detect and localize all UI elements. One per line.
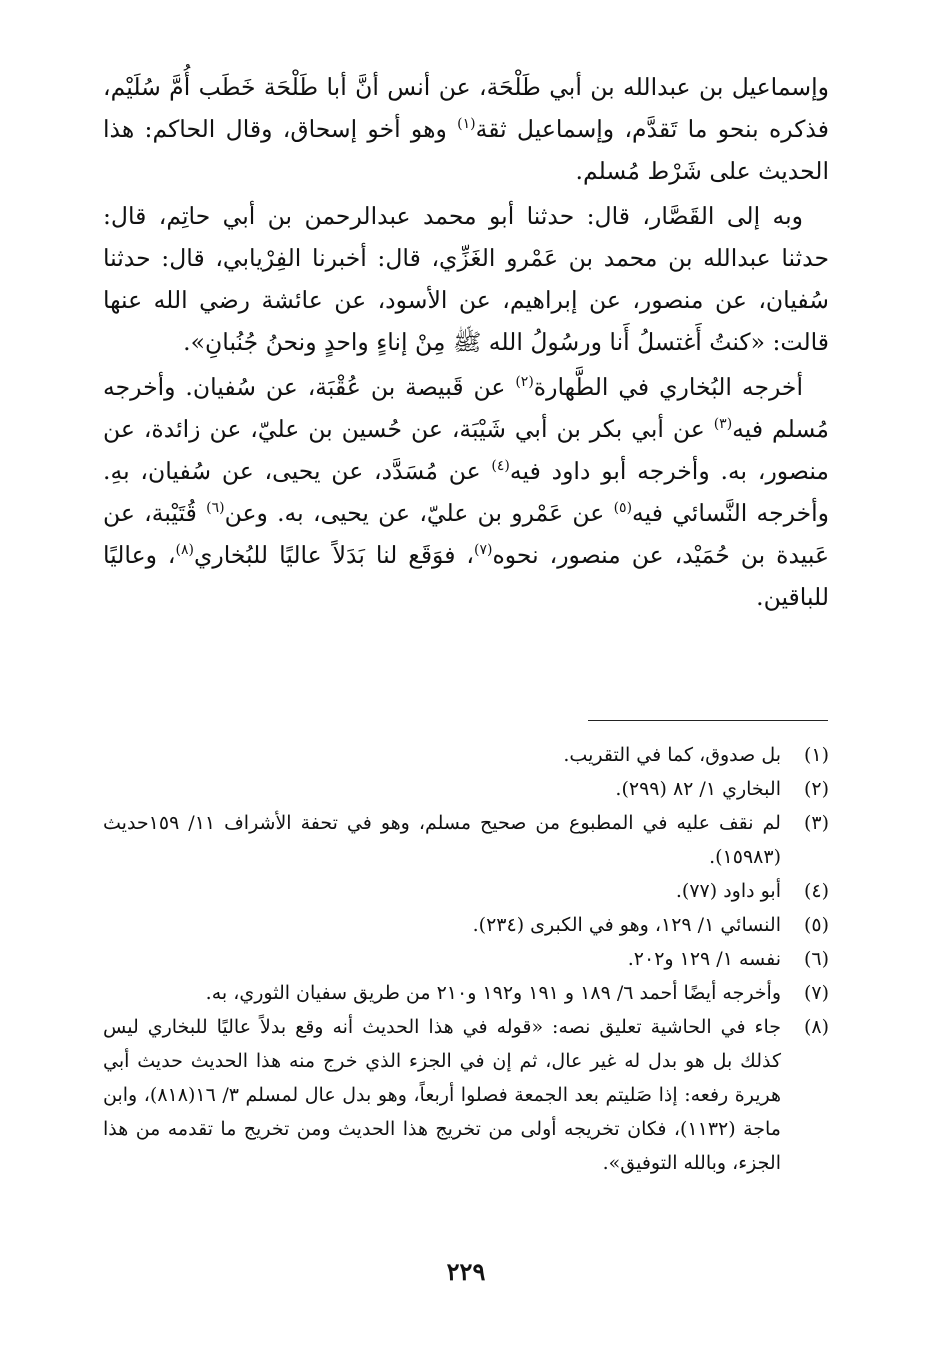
footnote-number: (٨) — [803, 1016, 829, 1038]
main-text — [103, 66, 829, 618]
paragraph-3-part-h: ، وعاليًا للباقين. — [103, 541, 829, 611]
footnote-ref-1: (١) — [457, 116, 476, 133]
footnote-ref-3: (٣) — [713, 416, 733, 433]
footnote-number: (١) — [803, 744, 829, 766]
footnote — [103, 738, 829, 772]
paragraph-3-part-b: عن قَبيصة بن عُقْبَة، عن سُفيان. وأخرجه مُسلم فيه — [103, 373, 829, 443]
footnote — [103, 772, 829, 806]
footnote-text: نفسه ١/ ١٢٩ و٢٠٢. — [627, 948, 781, 970]
footnote-number: (٥) — [803, 914, 829, 936]
footnote-text: وأخرجه أيضًا أحمد ٦/ ١٨٩ و ١٩١ و١٩٢ و٢١٠ من طريق سفيان الثوري، به. — [205, 982, 781, 1004]
paragraph-2: وبه إلى القَصَّار، قال: حدثنا أبو محمد عبدالرحمن بن أبي حاتِم، قال: حدثنا عبدالله بن محمد بن عَمْرو الغَزِّي، قال: أخبرنا الفِرْيابي، قال: حدثنا سُفيان، عن منصور، عن إبراهيم، عن الأسود، عن عائشة رضي الله عنها قالت: «كنتُ أَغتسلُ أَنا ورسُولُ الله ﷺ مِنْ إناءٍ واحدٍ ونحنُ جُنُبانِ». — [103, 202, 829, 356]
footnote-text: جاء في الحاشية تعليق نصه: «قوله في هذا الحديث أنه وقع بدلاً عاليًا للبخاري ليس كذلك بل هو بدل له غير عال، ثم إن في الجزء الذي خرج منه هذا الحديث حديث أبي هريرة رفعه: إذا صَليتم بعد الجمعة فصلوا أربعاً، وهو بدل عال لمسلم ٣/ ١٦(٨١٨)، وابن ماجة (١١٣٢)، فكان تخريجه أولى من تخريج هذا الحديث ومن تخريج ما تقدمه من هذا الجزء، وبالله التوفيق». — [103, 1016, 781, 1174]
footnote-ref-5: (٥) — [613, 500, 633, 517]
paragraph-3-part-g: ، فوَقَع لنا بَدَلاً عاليًا للبُخاري — [193, 541, 474, 569]
footnote — [103, 908, 829, 942]
footnote-text: بل صدوق، كما في التقريب. — [563, 744, 781, 766]
footnote-number: (٣) — [803, 812, 829, 834]
footnote-number: (٦) — [803, 948, 829, 970]
paragraph-3-part-e: عن عَمْرو بن عليّ، عن يحيى، به. وعن — [224, 499, 614, 527]
footnote — [103, 874, 829, 908]
footnote-number: (٢) — [803, 778, 829, 800]
footnote-text: لم نقف عليه في المطبوع من صحيح مسلم، وهو في تحفة الأشراف ١١/ ١٥٩حديث (١٥٩٨٣). — [103, 812, 781, 868]
paragraph-3-part-d: عن مُسَدَّد، عن يحيى، عن سُفيان، بهِ. وأخرجه النَّسائي فيه — [103, 457, 829, 527]
footnote-number: (٤) — [803, 880, 829, 902]
footnote-text: البخاري ١/ ٨٢ (٢٩٩). — [615, 778, 781, 800]
footnote — [103, 806, 829, 874]
paragraph-1 — [103, 66, 829, 192]
footnote-ref-7: (٧) — [474, 542, 493, 559]
footnote-ref-8: (٨) — [175, 542, 194, 559]
paragraph-3-part-f: قُتَيْبة، عن عَبيدة بن حُمَيْد، عن منصور، نحوه — [103, 499, 829, 569]
paragraph-3 — [103, 366, 829, 618]
footnote-text: أبو داود (٧٧). — [675, 880, 781, 902]
footnotes — [103, 738, 829, 1180]
paragraph-1-end: وهو أخو إسحاق، وقال الحاكم: هذا الحديث على شَرْط مُسلم. — [103, 115, 829, 185]
paragraph-1-text: وإسماعيل بن عبدالله بن أبي طَلْحَة، عن أنس أنَّ أبا طَلْحَة خَطَب أُمَّ سُلَيْم، فذكره بنحو ما تَقدَّم، وإسماعيل ثقة — [103, 73, 829, 143]
footnote-number: (٧) — [803, 982, 829, 1004]
footnote-text: النسائي ١/ ١٢٩، وهو في الكبرى (٢٣٤). — [472, 914, 781, 936]
footnote-divider — [588, 720, 828, 721]
footnote-ref-2: (٢) — [515, 374, 534, 391]
footnote-ref-6: (٦) — [206, 500, 225, 517]
paragraph-3-part-a: أخرجه البُخاري في الطَّهارة — [533, 373, 803, 401]
footnote — [103, 1010, 829, 1180]
footnote-ref-4: (٤) — [491, 458, 510, 475]
footnote — [103, 942, 829, 976]
page-number: ٢٢٩ — [446, 1257, 486, 1286]
paragraph-3-part-c: عن أبي بكر بن أبي شَيْبَة، عن حُسين بن عليّ، عن زائدة، عن منصور، به. وأخرجه أبو داود فيه — [103, 415, 829, 485]
footnote — [103, 976, 829, 1010]
